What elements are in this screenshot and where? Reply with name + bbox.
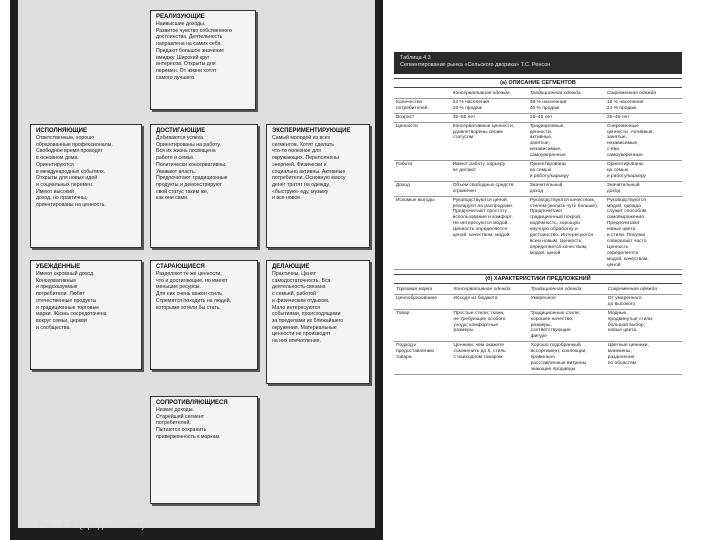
section-b-title: (б) ХАРАКТЕРИСТИКИ ПРЕДЛОЖЕНИЙ xyxy=(394,274,682,284)
table-cell: Значительный доход xyxy=(605,181,682,196)
figure-caption: Рис. 4.3. (продолжение) xyxy=(38,520,145,530)
table-cell: Руководствуются ценой, реагируют на распродажи. Предпочитают простоту использования и комфорт. Не интересуются модой. Ценность определяется ценой, качеством, модой xyxy=(451,196,528,270)
table-cell: Значительный доход xyxy=(528,181,605,196)
segment-title: ИСПОЛНЯЮЩИЕ xyxy=(36,128,87,134)
table-cell: Традиционные стили; хорошее качество; размеры, соответствующие фигуре xyxy=(529,309,606,342)
table-number: Таблица 4.3 xyxy=(400,55,431,61)
table-row xyxy=(394,90,682,98)
table-cell: 35–55 лет xyxy=(451,113,528,122)
segment-box-strugglers xyxy=(150,396,258,504)
table-header-bar xyxy=(394,52,682,74)
table-cell: Руководствуются качеством, стилем (желать чуть больше). Предпочитают традиционный покрой, надёжность, хорошую научную обработку и достоинство. Интересуются всем новым. Ценность определяется качеством, модой, ценой xyxy=(528,196,605,270)
table-cell: Ориентированы на семью и работу/карьеру xyxy=(528,161,605,182)
row-label-cell: Ценности xyxy=(394,122,451,160)
table-cell: От умеренного до высокого xyxy=(606,294,682,309)
table-cell: Традиционные, ценности, активные, занятые, независимые, самоуверенные xyxy=(528,122,605,160)
row-label-cell: Доход xyxy=(394,181,451,196)
segment-text: Низкие доходы. Старейший сегмент потребителей. Пытаются сохранить приверженность к маркам. xyxy=(156,407,221,440)
table-row xyxy=(394,113,682,122)
table-cell: 23 % населения 16 % продаж xyxy=(451,98,528,113)
table-cell: Модные, продвинутые стили; большой выбор; новые цвета xyxy=(606,309,682,342)
table-cell: Объем свободных средств ограничен xyxy=(451,181,528,196)
segment-box-actualizers xyxy=(150,10,256,110)
table-cell: Ориентированы на семью и работу/карьеру xyxy=(605,161,682,182)
table-row xyxy=(394,309,682,342)
segment-text: Ответственные, хорошо образованные профессионалы. Свободное время проводят в основном дома. Ориентируются в международных событиях. Открыты для новых идей и социальных перемен. Имеют высокий доход, но практичны, ориентированы на ценность. xyxy=(36,135,113,209)
table-cell: Хорошо подобранный ассортимент, коллекции, правильно расставленные витрины, знающие продавцы xyxy=(529,342,606,375)
table-cell: Ценники, чем окажете соконенить до я, стиль с наиходном товаром xyxy=(452,342,529,375)
table-cell: 38 % населения 40 % продаж xyxy=(528,98,605,113)
segment-text: Добиваются успеха. Ориентированы на работу. Вся их жизнь посвящена работе и семье. Политически консервативны. Уважают власть. Предпочитают традиционные продукты и демонстрируют свой статус таким же, как они сами. xyxy=(156,135,228,202)
table-cell: 16 % населения 24 % продаж xyxy=(605,98,682,113)
row-label-cell: Работа xyxy=(394,161,451,182)
left-page-figure xyxy=(10,0,383,540)
table-row xyxy=(394,342,682,375)
table-cell: Руководствуются модой, одежда служит способом самовыражения. Предпочитают новые цвета и стили. Покупки совершают часто Ценность определяется модой, качеством, ценой xyxy=(605,196,682,270)
table-cell: Современные ценности. Активные, занятые, независимые, с-ёва самоуверенные xyxy=(605,122,682,160)
segment-title: ДОСТИГАЮЩИЕ xyxy=(156,128,206,134)
table-cell: Цветные ценники, манекены, разделение по областям xyxy=(606,342,682,375)
table-cell: Простые стили; ткани, не требующие особого ухода; комфортные размеры xyxy=(452,309,529,342)
table-cell: Имеют работу, карьеру не делают xyxy=(451,161,528,182)
table-cell: Консервативная одежда xyxy=(451,90,528,98)
table-row xyxy=(394,98,682,113)
segment-title: РЕАЛИЗУЮЩИЕ xyxy=(156,14,205,20)
table-cell: Консервативные ценности, удовлетворены своим статусом xyxy=(451,122,528,160)
segment-box-fulfilleds xyxy=(30,124,142,248)
table-cell: 25–45 лет xyxy=(528,113,605,122)
table-cell: Современная одежда xyxy=(605,90,682,98)
vals-diagram xyxy=(18,0,375,528)
table-a xyxy=(394,90,682,270)
segment-text: Разделяют те же ценности, что и достигающие, но имеют меньшие ресурсы. Для них очень важен стиль. Стремятся походить на людей, которыми хотели бы стать. xyxy=(156,271,232,311)
table-row xyxy=(394,294,682,309)
table-cell: Исходя из бюджета xyxy=(452,294,529,309)
row-label-cell: Искомые выгоды xyxy=(394,196,451,270)
segment-title: СОПРОТИВЛЯЮЩИЕСЯ xyxy=(156,400,228,406)
row-label-cell: Ценообразование xyxy=(394,294,452,309)
segment-box-believers xyxy=(30,260,142,370)
segment-text: Самый молодой из всех сегментов. Хотят сделать что-то полезное для окружающих. Переполнены энергией. Физически и социально активны. Активные потребители. Основную массу денег тратят на одежду, «быструю» еду, музыку и все новое. xyxy=(272,135,346,202)
row-label-cell: Торговая марка xyxy=(394,286,452,294)
segment-box-achievers xyxy=(150,124,258,248)
segment-box-strivers xyxy=(150,260,258,370)
segment-text: Практичны. Ценят самодостаточность. Вся деятельность связана с семьей, работой и физическим отдыхом. Мало интересуются событиями, происходящими за пределами их ближайшего окружения. Материальные ценности не производят на них впечатления. xyxy=(272,271,344,345)
table-cell: Традиционная одежда xyxy=(528,90,605,98)
row-label-cell: Товар xyxy=(394,309,452,342)
row-label-cell xyxy=(394,90,451,98)
segment-title: ЭКСПЕРИМЕНТИРУЮЩИЕ xyxy=(272,128,351,134)
segment-box-makers xyxy=(266,260,370,384)
table-title: Сегментирование рынка «Сельского дворика» Т.С. Ренсон xyxy=(400,62,551,68)
table-cell: Умеренное xyxy=(529,294,606,309)
table-cell: Современная одежда xyxy=(606,286,682,294)
table-cell: Консервативная одежда xyxy=(452,286,529,294)
table-cell: 25–49 лет xyxy=(605,113,682,122)
row-label-cell: Количество потребителей xyxy=(394,98,451,113)
table-row xyxy=(394,286,682,294)
table-row xyxy=(394,122,682,160)
table-cell: Традиционная одежда xyxy=(529,286,606,294)
right-page-table xyxy=(390,44,690,540)
table-row xyxy=(394,161,682,182)
row-label-cell: Возраст xyxy=(394,113,451,122)
segment-box-experiencers xyxy=(266,124,370,248)
segment-title: СТАРАЮЩИЕСЯ xyxy=(156,264,205,270)
segment-title: ДЕЛАЮЩИЕ xyxy=(272,264,310,270)
segment-text: Имеют скромный доход. Консервативные и предсказуемые потребители. Любят отечественные продукты и традиционные торговые марки. Жизнь сосредоточена вокруг семьи, церкви и сообщества. xyxy=(36,271,107,331)
segment-title: УБЕЖДЕННЫЕ xyxy=(36,264,81,270)
segment-text: Наивысшие доходы. Развитое чувство собственного достоинства. Деятельность направлена на самих себя. Придают большое значение имиджу. Широкий круг интересов. Открыты для перемен. От жизни хотят самого лучшего. xyxy=(156,21,232,81)
row-label-cell: Подход к предоставлению товара xyxy=(394,342,452,375)
table-b xyxy=(394,286,682,375)
section-a-title: (а) ОПИСАНИЕ СЕГМЕНТОВ xyxy=(394,78,682,88)
table-row xyxy=(394,196,682,270)
table-row xyxy=(394,181,682,196)
